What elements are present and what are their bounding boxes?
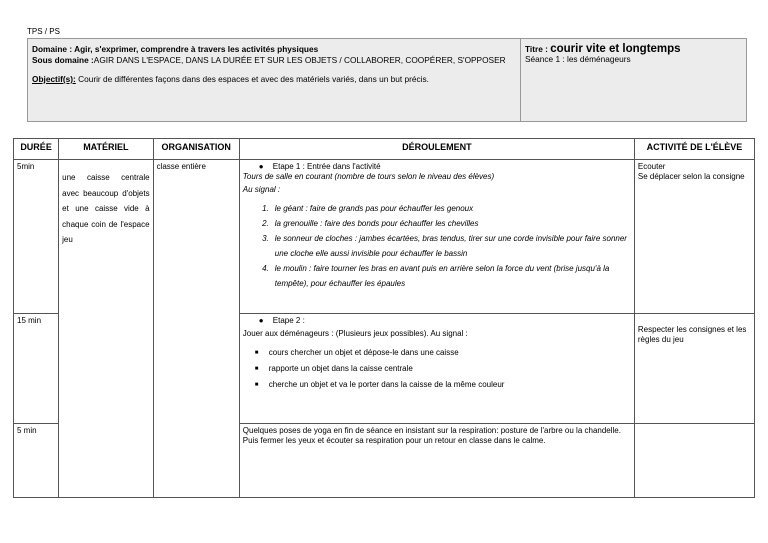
header-title-block — [521, 39, 746, 121]
class-level: TPS / PS — [27, 27, 60, 36]
titre-label: Titre : — [525, 44, 551, 54]
table-row — [14, 160, 755, 314]
row1-activite — [634, 160, 754, 314]
sous-domaine-line — [32, 55, 516, 66]
list-item: 3. le sonneur de cloches : jambes écartées, bras tendus, tirer sur une corde invisible pour faire sonner une cloche elle aussi invisible pour échauffer le bassin — [262, 234, 627, 258]
list-item: 1. le géant : faire de grands pas pour échauffer les genoux — [262, 204, 474, 213]
header-domain-block — [28, 39, 521, 121]
organisation-cell: classe entière — [153, 160, 239, 498]
row3-activite — [634, 424, 754, 498]
row1-duree: 5min — [14, 160, 59, 314]
materiel-cell — [59, 160, 153, 498]
objectifs-line — [32, 74, 516, 85]
row1-activite-1: Ecouter — [637, 162, 666, 171]
domaine-value: Agir, s'exprimer, comprendre à travers les activités physiques — [72, 44, 319, 54]
row2-activite: Respecter les consignes et les règles du jeu — [634, 314, 754, 424]
row1-line2: Au signal : — [242, 185, 281, 194]
row2-duree: 15 min — [14, 314, 59, 424]
header-materiel: MATÉRIEL — [59, 139, 153, 160]
objectifs-value: Courir de différentes façons dans des espaces et avec des matériels variés, dans un but précis. — [75, 74, 429, 84]
list-item: 2. la grenouille : faire des bonds pour échauffer les chevilles — [262, 219, 479, 228]
row3-text2: Puis fermer les yeux et écouter sa respiration pour un retour en classe dans le calme. — [242, 436, 546, 445]
row1-line1: Tours de salle en courant (nombre de tours selon le niveau des élèves) — [242, 172, 495, 181]
sous-domaine-label: Sous domaine : — [32, 54, 94, 65]
lesson-table — [13, 138, 755, 498]
row2-deroulement — [239, 314, 634, 424]
titre-value: courir vite et longtemps — [550, 43, 681, 55]
row1-etape-text: Etape 1 : Entrée dans l'activité — [272, 162, 381, 171]
row2-etape: ● Etape 2 : — [258, 316, 305, 325]
sous-domaine-value: AGIR DANS L'ESPACE, DANS LA DURÉE ET SUR LES OBJETS / COLLABORER, COOPÉRER, S'OPPOSER — [93, 54, 506, 65]
table-header-row — [14, 139, 755, 160]
materiel-text: une caisse centrale avec beaucoup d'objets et une caisse vide à chaque coin de l'espace jeu — [62, 173, 150, 244]
row3-deroulement — [239, 424, 634, 498]
row2-intro: Jouer aux déménageurs : (Plusieurs jeux possibles). Au signal : — [242, 329, 468, 338]
row1-deroulement — [239, 160, 634, 314]
seance-label: Séance 1 : les déménageurs — [525, 54, 631, 64]
lesson-header — [27, 38, 747, 122]
list-item: 4. le moulin : faire tourner les bras en avant puis en arrière selon la force du vent (brise jusqu'à la tempête), pour échauffer les épaules — [262, 264, 610, 288]
header-duree: DURÉE — [14, 139, 59, 160]
header-organisation: ORGANISATION — [153, 139, 239, 160]
header-activite: ACTIVITÉ DE L'ÉLÈVE — [634, 139, 754, 160]
list-item: ■ cherche un objet et va le porter dans la caisse de la même couleur — [254, 380, 505, 389]
row1-activite-2: Se déplacer selon la consigne — [637, 172, 745, 181]
list-item: ■ cours chercher un objet et dépose-le dans une caisse — [254, 348, 459, 357]
list-item: ■ rapporte un objet dans la caisse centrale — [254, 364, 413, 373]
domaine-label: Domaine : — [32, 44, 73, 54]
header-deroulement: DÉROULEMENT — [239, 139, 634, 160]
row1-etape: ● Etape 1 : Entrée dans l'activité — [258, 162, 381, 171]
objectifs-label: Objectif(s): — [32, 74, 76, 84]
row3-text1: Quelques poses de yoga en fin de séance en insistant sur la respiration: posture de l'arbre ou la chandelle. — [242, 426, 621, 435]
domaine-line — [32, 44, 516, 55]
row3-duree: 5 min — [14, 424, 59, 498]
title-line — [525, 44, 742, 54]
